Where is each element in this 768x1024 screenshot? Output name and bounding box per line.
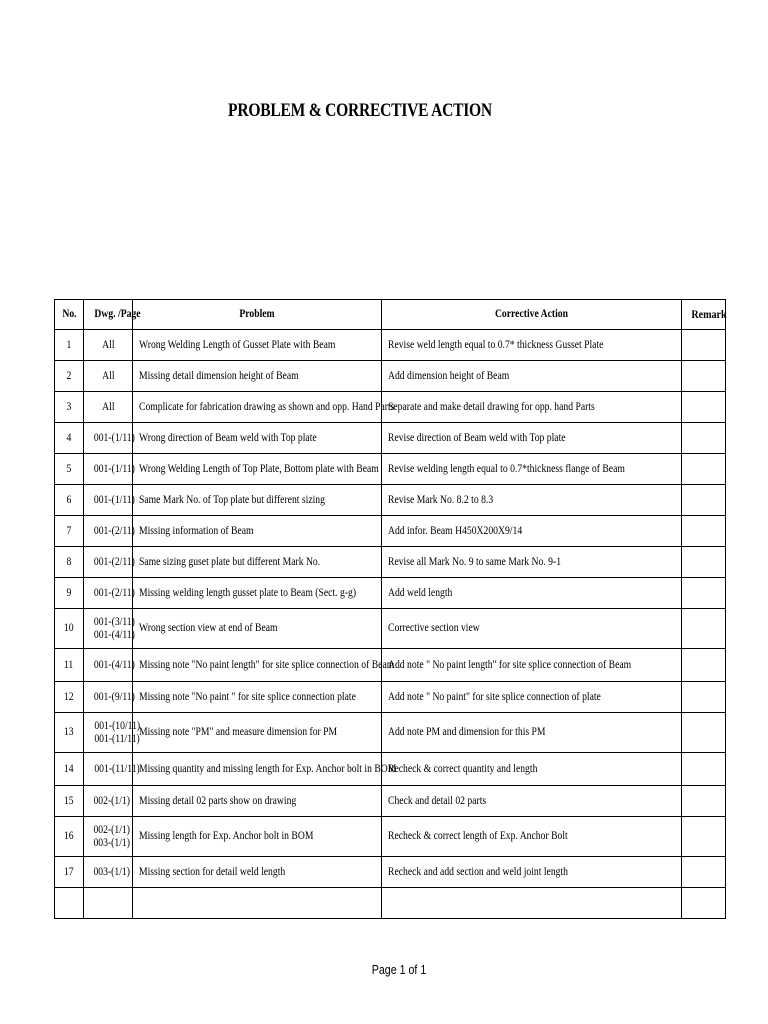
- row-remark: [682, 817, 726, 857]
- header-dwg-page: Dwg. /Page: [84, 300, 133, 330]
- table-row: [55, 578, 726, 609]
- row-dwg-page: 002-(1/1): [84, 786, 133, 817]
- row-corrective-action: Recheck & correct quantity and length: [382, 753, 682, 786]
- row-corrective-action: Add infor. Beam H450X200X9/14: [382, 516, 682, 547]
- row-dwg-page: 001-(1/11): [84, 423, 133, 454]
- row-remark: [682, 753, 726, 786]
- row-problem: [133, 888, 382, 919]
- row-dwg-page: 003-(1/1): [84, 857, 133, 888]
- row-remark: [682, 888, 726, 919]
- row-remark: [682, 649, 726, 682]
- row-dwg-page: [84, 888, 133, 919]
- row-dwg-page: 001-(2/11): [84, 578, 133, 609]
- header-corrective-action: Corrective Action: [382, 300, 682, 330]
- row-number: 14: [55, 753, 84, 786]
- row-problem: Missing quantity and missing length for Exp. Anchor bolt in BOM: [133, 753, 382, 786]
- row-number: 6: [55, 485, 84, 516]
- row-dwg-page: All: [84, 392, 133, 423]
- table-row: [55, 649, 726, 682]
- row-remark: [682, 330, 726, 361]
- row-problem: Wrong section view at end of Beam: [133, 609, 382, 649]
- table-row: [55, 330, 726, 361]
- row-number: 1: [55, 330, 84, 361]
- row-number: 16: [55, 817, 84, 857]
- row-corrective-action: Add weld length: [382, 578, 682, 609]
- row-remark: [682, 578, 726, 609]
- row-corrective-action: Separate and make detail drawing for opp. hand Parts: [382, 392, 682, 423]
- header-remark: Remark: [682, 300, 726, 330]
- row-problem: Missing welding length gusset plate to Beam (Sect. g-g): [133, 578, 382, 609]
- row-corrective-action: Revise welding length equal to 0.7*thickness flange of Beam: [382, 454, 682, 485]
- row-remark: [682, 485, 726, 516]
- row-corrective-action: Recheck & correct length of Exp. Anchor Bolt: [382, 817, 682, 857]
- table-row: [55, 857, 726, 888]
- row-problem: Missing note "No paint " for site splice connection plate: [133, 682, 382, 713]
- row-number: 12: [55, 682, 84, 713]
- row-remark: [682, 361, 726, 392]
- table-row: [55, 454, 726, 485]
- table-row: [55, 713, 726, 753]
- row-problem: Missing information of Beam: [133, 516, 382, 547]
- row-dwg-page: 001-(1/11): [84, 485, 133, 516]
- row-number: [55, 888, 84, 919]
- row-remark: [682, 682, 726, 713]
- row-corrective-action: Check and detail 02 parts: [382, 786, 682, 817]
- row-problem: Missing section for detail weld length: [133, 857, 382, 888]
- header-problem: Problem: [133, 300, 382, 330]
- row-remark: [682, 392, 726, 423]
- row-number: 17: [55, 857, 84, 888]
- row-dwg-page: 001-(3/11) 001-(4/11): [84, 609, 133, 649]
- row-dwg-page: 001-(4/11): [84, 649, 133, 682]
- row-remark: [682, 454, 726, 485]
- table-header-row: [55, 300, 726, 330]
- table-row: [55, 423, 726, 454]
- table-row: [55, 361, 726, 392]
- table-row: [55, 786, 726, 817]
- row-dwg-page: 001-(11/11): [84, 753, 133, 786]
- row-corrective-action: Revise all Mark No. 9 to same Mark No. 9-1: [382, 547, 682, 578]
- row-corrective-action: Corrective section view: [382, 609, 682, 649]
- row-remark: [682, 786, 726, 817]
- row-corrective-action: Add note PM and dimension for this PM: [382, 713, 682, 753]
- table-row: [55, 817, 726, 857]
- row-problem: Same Mark No. of Top plate but different sizing: [133, 485, 382, 516]
- row-problem: Missing note "PM" and measure dimension for PM: [133, 713, 382, 753]
- table-row: [55, 485, 726, 516]
- row-problem: Wrong Welding Length of Gusset Plate with Beam: [133, 330, 382, 361]
- row-corrective-action: [382, 888, 682, 919]
- row-corrective-action: Recheck and add section and weld joint length: [382, 857, 682, 888]
- table-row: [55, 888, 726, 919]
- row-corrective-action: Add note " No paint" for site splice connection of plate: [382, 682, 682, 713]
- row-corrective-action: Revise weld length equal to 0.7* thickness Gusset Plate: [382, 330, 682, 361]
- row-problem: Missing length for Exp. Anchor bolt in BOM: [133, 817, 382, 857]
- table-row: [55, 547, 726, 578]
- row-number: 4: [55, 423, 84, 454]
- row-dwg-page: All: [84, 361, 133, 392]
- row-remark: [682, 857, 726, 888]
- row-dwg-page: 001-(2/11): [84, 547, 133, 578]
- row-problem: Missing note "No paint length" for site splice connection of Beam: [133, 649, 382, 682]
- row-corrective-action: Add note " No paint length" for site splice connection of Beam: [382, 649, 682, 682]
- row-number: 11: [55, 649, 84, 682]
- row-corrective-action: Add dimension height of Beam: [382, 361, 682, 392]
- row-number: 15: [55, 786, 84, 817]
- row-dwg-page: 001-(1/11): [84, 454, 133, 485]
- page-footer: Page 1 of 1: [371, 962, 427, 977]
- row-remark: [682, 547, 726, 578]
- row-corrective-action: Revise direction of Beam weld with Top plate: [382, 423, 682, 454]
- row-remark: [682, 423, 726, 454]
- row-problem: Wrong Welding Length of Top Plate, Bottom plate with Beam: [133, 454, 382, 485]
- table-row: [55, 609, 726, 649]
- document-title: PROBLEM & CORRECTIVE ACTION: [228, 100, 492, 121]
- row-number: 13: [55, 713, 84, 753]
- row-number: 7: [55, 516, 84, 547]
- header-no: No.: [55, 300, 84, 330]
- row-corrective-action: Revise Mark No. 8.2 to 8.3: [382, 485, 682, 516]
- row-dwg-page: 001-(9/11): [84, 682, 133, 713]
- row-problem: Wrong direction of Beam weld with Top plate: [133, 423, 382, 454]
- row-number: 2: [55, 361, 84, 392]
- table-row: [55, 392, 726, 423]
- row-remark: [682, 609, 726, 649]
- row-number: 3: [55, 392, 84, 423]
- row-problem: Same sizing guset plate but different Mark No.: [133, 547, 382, 578]
- row-dwg-page: 001-(10/11) 001-(11/11): [84, 713, 133, 753]
- row-number: 10: [55, 609, 84, 649]
- table-row: [55, 682, 726, 713]
- row-number: 8: [55, 547, 84, 578]
- problem-action-table: [54, 299, 726, 919]
- row-number: 5: [55, 454, 84, 485]
- row-remark: [682, 713, 726, 753]
- table-body: [55, 330, 726, 919]
- row-remark: [682, 516, 726, 547]
- row-dwg-page: 002-(1/1) 003-(1/1): [84, 817, 133, 857]
- table-row: [55, 753, 726, 786]
- row-dwg-page: 001-(2/11): [84, 516, 133, 547]
- row-problem: Complicate for fabrication drawing as shown and opp. Hand Parts: [133, 392, 382, 423]
- row-problem: Missing detail dimension height of Beam: [133, 361, 382, 392]
- table-row: [55, 516, 726, 547]
- row-problem: Missing detail 02 parts show on drawing: [133, 786, 382, 817]
- row-dwg-page: All: [84, 330, 133, 361]
- row-number: 9: [55, 578, 84, 609]
